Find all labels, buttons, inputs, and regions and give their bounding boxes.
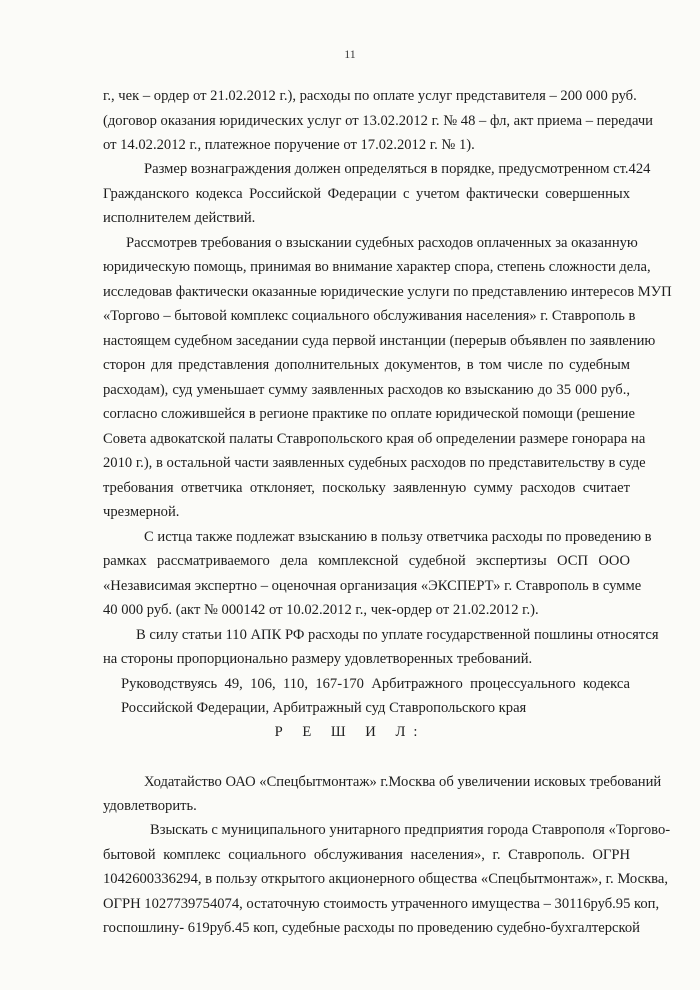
text-line: Российской Федерации, Арбитражный суд Ставропольского края: [121, 700, 527, 716]
text-line: г., чек – ордер от 21.02.2012 г.), расходы по оплате услуг представителя – 200 000 руб.: [103, 88, 637, 104]
text-line: согласно сложившейся в регионе практике по оплате юридической помощи (решение: [103, 406, 635, 422]
text-line: исполнителем действий.: [103, 210, 256, 226]
text-line: «Торгово – бытовой комплекс социального обслуживания населения» г. Ставрополь в: [103, 308, 636, 324]
text-line: В силу статьи 110 АПК РФ расходы по уплате государственной пошлины относятся: [136, 627, 659, 643]
text-line: госпошлину- 619руб.45 коп, судебные расходы по проведению судебно-бухгалтерской: [103, 920, 640, 936]
text-line: требования ответчика отклоняет, поскольку заявленную сумму расходов считает: [103, 480, 630, 496]
text-line: ОГРН 1027739754074, остаточную стоимость утраченного имущества – 30116руб.95 коп,: [103, 896, 660, 912]
text-line: Рассмотрев требования о взыскании судебных расходов оплаченных за оказанную: [126, 235, 638, 251]
text-line: бытовой комплекс социального обслуживания населения», г. Ставрополь. ОГРН: [103, 847, 630, 863]
text-line: Взыскать с муниципального унитарного предприятия города Ставрополя «Торгово-: [150, 822, 671, 838]
text-line: Руководствуясь 49, 106, 110, 167-170 Арбитражного процессуального кодекса: [121, 676, 630, 692]
text-line: настоящем судебном заседании суда первой инстанции (перерыв объявлен по заявлению: [103, 333, 656, 349]
text-line: 1042600336294, в пользу открытого акционерного общества «Спецбытмонтаж», г. Москва,: [103, 871, 668, 887]
text-line: юридическую помощь, принимая во внимание характер спора, степень сложности дела,: [103, 259, 651, 275]
text-line: С истца также подлежат взысканию в пользу ответчика расходы по проведению в: [144, 529, 652, 545]
text-line: 40 000 руб. (акт № 000142 от 10.02.2012 г., чек-ордер от 21.02.2012 г.).: [103, 602, 539, 618]
text-line: расходам), суд уменьшает сумму заявленных расходов ко взысканию до 35 000 руб.,: [103, 382, 630, 398]
text-line: «Независимая экспертно – оценочная организация «ЭКСПЕРТ» г. Ставрополь в сумме: [103, 578, 642, 594]
text-line: Ходатайство ОАО «Спецбытмонтаж» г.Москва об увеличении исковых требований: [144, 774, 662, 790]
text-line: Гражданского кодекса Российской Федерации с учетом фактически совершенных: [103, 186, 630, 202]
page-number: 11: [344, 47, 356, 61]
text-line: чрезмерной.: [103, 504, 180, 520]
decision-heading: Р Е Ш И Л:: [274, 724, 426, 740]
text-line: исследовав фактически оказанные юридические услуги по представлению интересов МУП: [103, 284, 672, 300]
text-line: удовлетворить.: [103, 798, 197, 814]
text-line: от 14.02.2012 г., платежное поручение от 17.02.2012 г. № 1).: [103, 137, 475, 153]
text-line: Размер вознаграждения должен определяться в порядке, предусмотренном ст.424: [144, 161, 651, 177]
text-line: на стороны пропорционально размеру удовлетворенных требований.: [103, 651, 533, 667]
text-line: 2010 г.), в остальной части заявленных судебных расходов по представительству в суде: [103, 455, 646, 471]
text-line: (договор оказания юридических услуг от 13.02.2012 г. № 48 – фл, акт приема – передачи: [103, 113, 653, 129]
text-line: рамках рассматриваемого дела комплексной судебной экспертизы ОСП ООО: [103, 553, 630, 569]
text-line: сторон для представления дополнительных документов, в том числе по судебным: [103, 357, 630, 373]
text-line: Совета адвокатской палаты Ставропольского края об определении размере гонорара на: [103, 431, 646, 447]
